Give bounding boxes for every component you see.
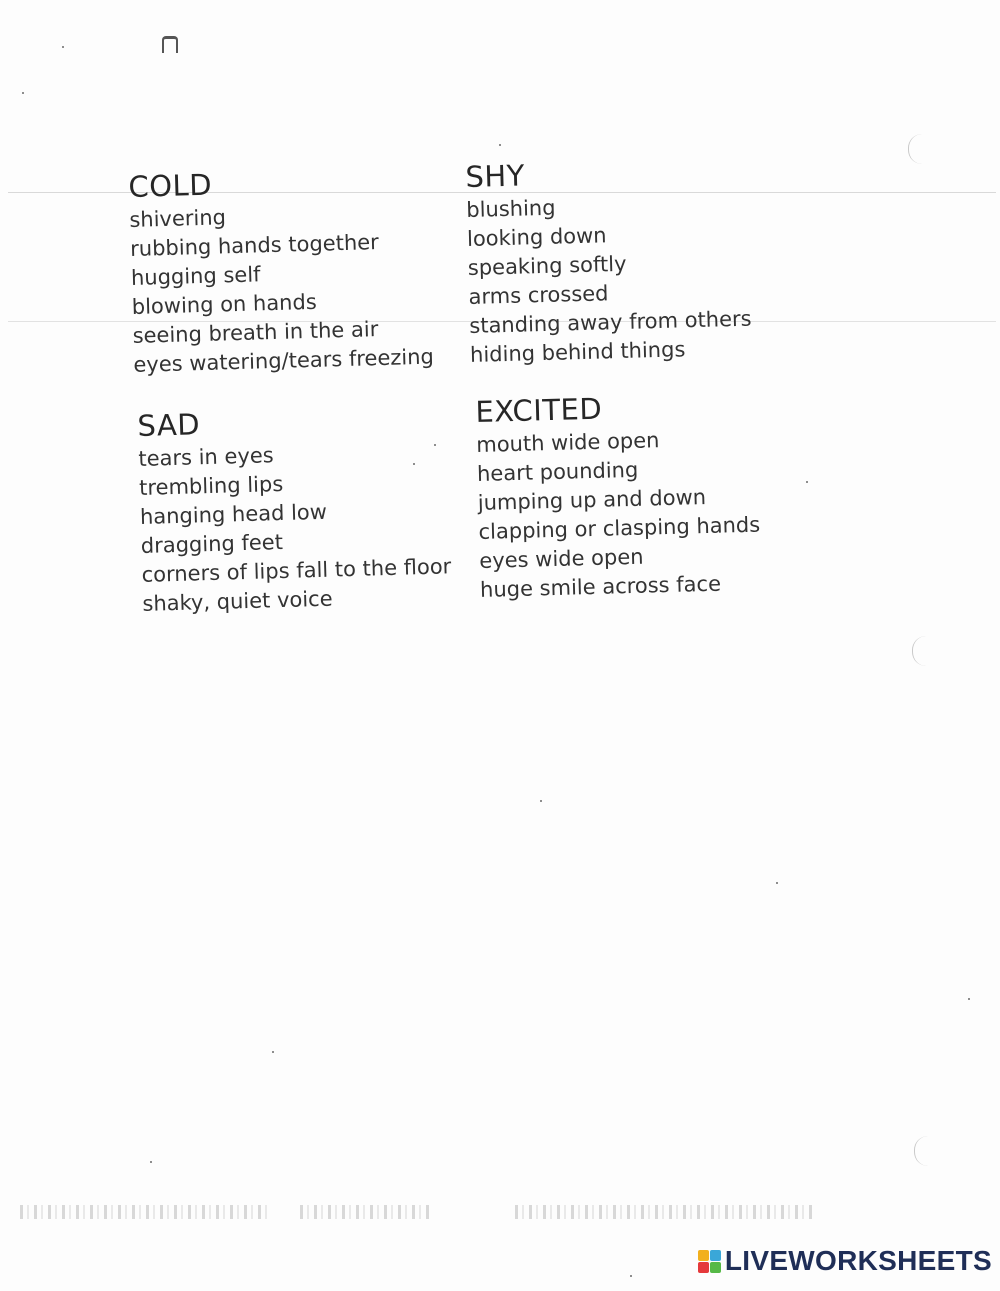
scan-speck [540, 800, 542, 802]
scan-speck [62, 46, 64, 48]
scan-speck [22, 92, 24, 94]
list-item: eyes wide open [479, 544, 644, 573]
logo-square [698, 1250, 709, 1261]
list-item: eyes watering/tears freezing [133, 344, 435, 377]
sad-heading: SAD [137, 407, 201, 443]
list-item: blowing on hands [131, 289, 318, 319]
list-item: trembling lips [138, 471, 284, 500]
list-item: hugging self [130, 262, 261, 290]
scan-noise [20, 1205, 270, 1219]
scan-speck [806, 481, 808, 483]
scan-speck [630, 1275, 632, 1277]
binder-hole [908, 134, 923, 164]
list-item: speaking softly [467, 251, 627, 280]
list-item: tears in eyes [138, 443, 274, 471]
list-item: huge smile across face [479, 571, 722, 602]
list-item: shivering [129, 205, 227, 232]
sad-section [137, 400, 452, 619]
list-item: heart pounding [476, 457, 639, 486]
binder-hole [912, 636, 927, 666]
scan-speck [968, 998, 970, 1000]
list-item: hiding behind things [469, 337, 686, 367]
logo-square [698, 1262, 709, 1273]
shy-section [465, 153, 753, 370]
cold-section [128, 162, 434, 380]
scan-speck [499, 144, 501, 146]
shy-list [466, 189, 753, 370]
liveworksheets-logo[interactable] [698, 1245, 992, 1277]
logo-icon [698, 1250, 721, 1273]
excited-list [476, 424, 762, 605]
sad-list [138, 436, 452, 619]
cold-list [129, 198, 434, 380]
scan-noise [515, 1205, 815, 1219]
list-item: hanging head low [139, 499, 328, 529]
list-item: rubbing hands together [129, 230, 380, 261]
list-item: blushing [465, 195, 556, 222]
list-item: dragging feet [140, 529, 284, 558]
excited-section [475, 388, 762, 605]
cold-heading: COLD [128, 167, 213, 204]
list-item: arms crossed [468, 281, 609, 309]
list-item: clapping or clasping hands [478, 512, 761, 544]
logo-text: LIVEWORKSHEETS [724, 1245, 992, 1276]
binder-hole [914, 1136, 929, 1166]
logo-square [710, 1250, 721, 1261]
list-item: looking down [466, 223, 607, 251]
shy-heading: SHY [465, 158, 526, 194]
scan-mark [162, 36, 178, 53]
list-item: standing away from others [469, 306, 752, 338]
list-item: mouth wide open [475, 428, 660, 457]
list-item: corners of lips fall to the floor [141, 554, 452, 587]
scan-speck [272, 1051, 274, 1053]
logo-square [710, 1262, 721, 1273]
list-item: seeing breath in the air [132, 317, 379, 348]
scan-speck [776, 882, 778, 884]
scan-speck [150, 1161, 152, 1163]
list-item: jumping up and down [477, 484, 707, 515]
list-item: shaky, quiet voice [142, 586, 333, 616]
scan-noise [300, 1205, 430, 1219]
excited-heading: EXCITED [475, 391, 603, 429]
